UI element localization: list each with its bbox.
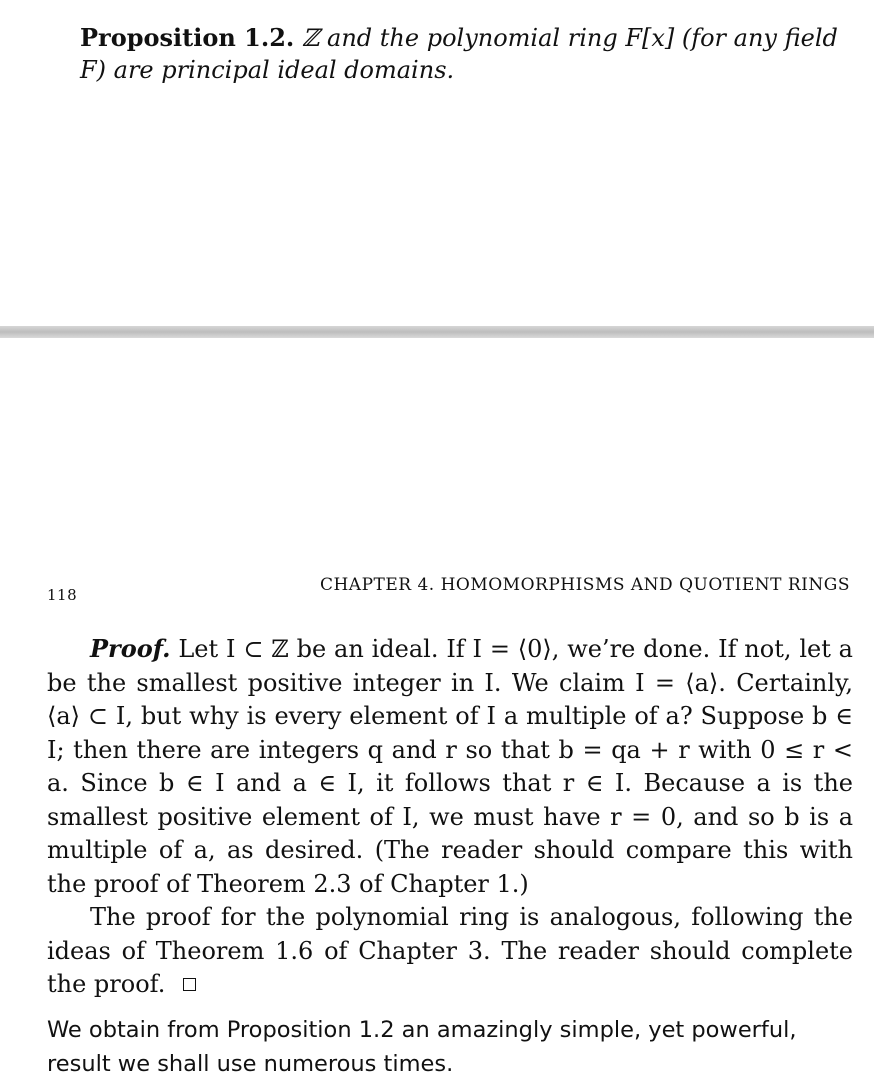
proposition-statement (26, 22, 862, 86)
page-divider (0, 326, 874, 338)
qed-square-icon (183, 978, 196, 991)
proof-paragraph-2 (47, 901, 853, 1002)
proof-label: Proof. (90, 634, 171, 663)
proof-block (47, 632, 853, 1002)
previous-page-fragment (0, 0, 874, 326)
running-head: CHAPTER 4. HOMOMORPHISMS AND QUOTIENT RINGS (319, 575, 850, 595)
proposition-label: Proposition 1.2. (80, 23, 295, 52)
closing-paragraph: We obtain from Proposition 1.2 an amazingly simple, yet powerful, result we shall use numerous times. (47, 1017, 797, 1077)
proof-text-1: Let I ⊂ ℤ be an ideal. If I = ⟨0⟩, we’re done. If not, let a be the smallest positive integer in I. We claim I = ⟨a⟩. Certainly, ⟨a⟩ ⊂ I, but why is every element of I a multiple of a? Suppose b ∈ I; then there are integers q and r so that b = qa + r with 0 ≤ r < a. Since b ∈ I and a ∈ I, it follows that r ∈ I. Because a is the smallest positive element of I, we must have r = 0, and so b is a multiple of a, as desired. (The reader should compare this with the proof of Theorem 2.3 of Chapter 1.) (47, 635, 853, 898)
page-number: 118 (47, 586, 78, 604)
proof-paragraph-1 (47, 632, 853, 901)
proof-text-2: The proof for the polynomial ring is analogous, following the ideas of Theorem 1.6 of Chapter 3. The reader should complete the proof. (47, 903, 853, 998)
proposition-text: ℤ and the polynomial ring F[x] (for any field F) are principal ideal domains. (80, 24, 838, 84)
